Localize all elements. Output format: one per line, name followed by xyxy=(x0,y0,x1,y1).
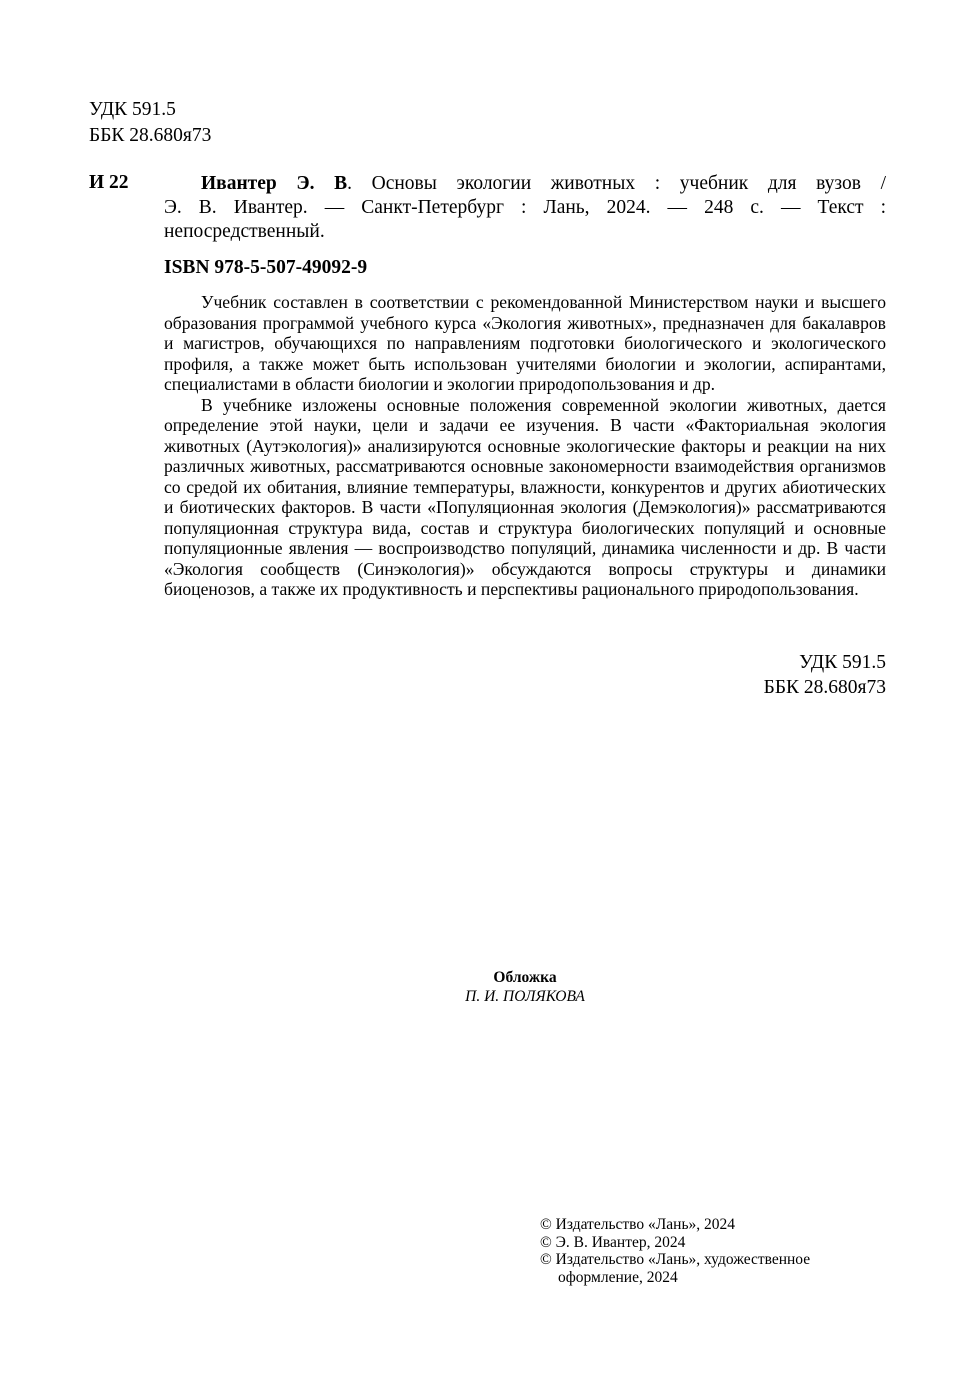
bbk-code: ББК 28.680я73 xyxy=(89,125,212,146)
annotation xyxy=(164,292,886,600)
udk-code: УДК 591.5 xyxy=(799,652,886,673)
copyright-line-continued: оформление, 2024 xyxy=(558,1268,678,1286)
classification-top xyxy=(89,97,211,149)
author-name: Ивантер Э. В xyxy=(201,173,348,194)
copyright-line: © Издательство «Лань», 2024 xyxy=(540,1216,736,1233)
annotation-paragraph: Учебник составлен в соответствии с рекомендованной Министерством науки и высшего образования программой учебного курса «Экология животных», предназначен для бакалавров и магистров, обучающихся по направлениям подготовки биологического и экологического профиля, а также может быть использован учителями биологии и экологии, аспирантами, специалистами в области биологии и экологии природопользования и др. xyxy=(164,292,886,394)
biblio-line-2: Э. В. Ивантер. — Санкт-Петербург : Лань, 2024. — 248 с. — Текст : xyxy=(164,197,886,218)
copyright-block xyxy=(540,1216,810,1286)
copyright-line: © Издательство «Лань», художественное xyxy=(540,1251,811,1268)
biblio-line-3: непосредственный. xyxy=(164,221,325,242)
annotation-paragraph: В учебнике изложены основные положения современной экологии животных, дается определение этой науки, цели и задачи ее изучения. В части «Факториальная экология животных (Аутэкология)» анализируются основные экологические факторы и реакции на них различных животных, рассматриваются основные закономерности взаимодействия организмов со средой их обитания, влияние температуры, влажности, конкурентов и других абиотических и биотических факторов. В части «Популяционная экология (Демэкология)» рассматриваются популяционная структура вида, состав и структура биологических популяций и основные популяционные явления — воспроизводство популяций, динамика численности и др. В части «Экология сообществ (Синэкология)» обсуждаются вопросы структуры и динамики биоценозов, а также их продуктивность и перспективы рационального природопользования. xyxy=(164,394,886,599)
udk-code: УДК 591.5 xyxy=(89,99,176,120)
classification-bottom xyxy=(700,650,886,700)
biblio-line-1 xyxy=(164,172,886,196)
bibliographic-record xyxy=(164,172,886,244)
title-statement: . Основы экологии животных : учебник для вузов / xyxy=(347,173,886,194)
cover-designer: П. И. ПОЛЯКОВА xyxy=(465,988,585,1005)
isbn: ISBN 978-5-507-49092-9 xyxy=(164,257,368,278)
cover-credit xyxy=(400,968,650,1006)
copyright-line: © Э. В. Ивантер, 2024 xyxy=(540,1233,686,1251)
cover-label: Обложка xyxy=(493,969,557,986)
bbk-code: ББК 28.680я73 xyxy=(763,677,886,698)
author-index-code: И 22 xyxy=(89,172,129,193)
